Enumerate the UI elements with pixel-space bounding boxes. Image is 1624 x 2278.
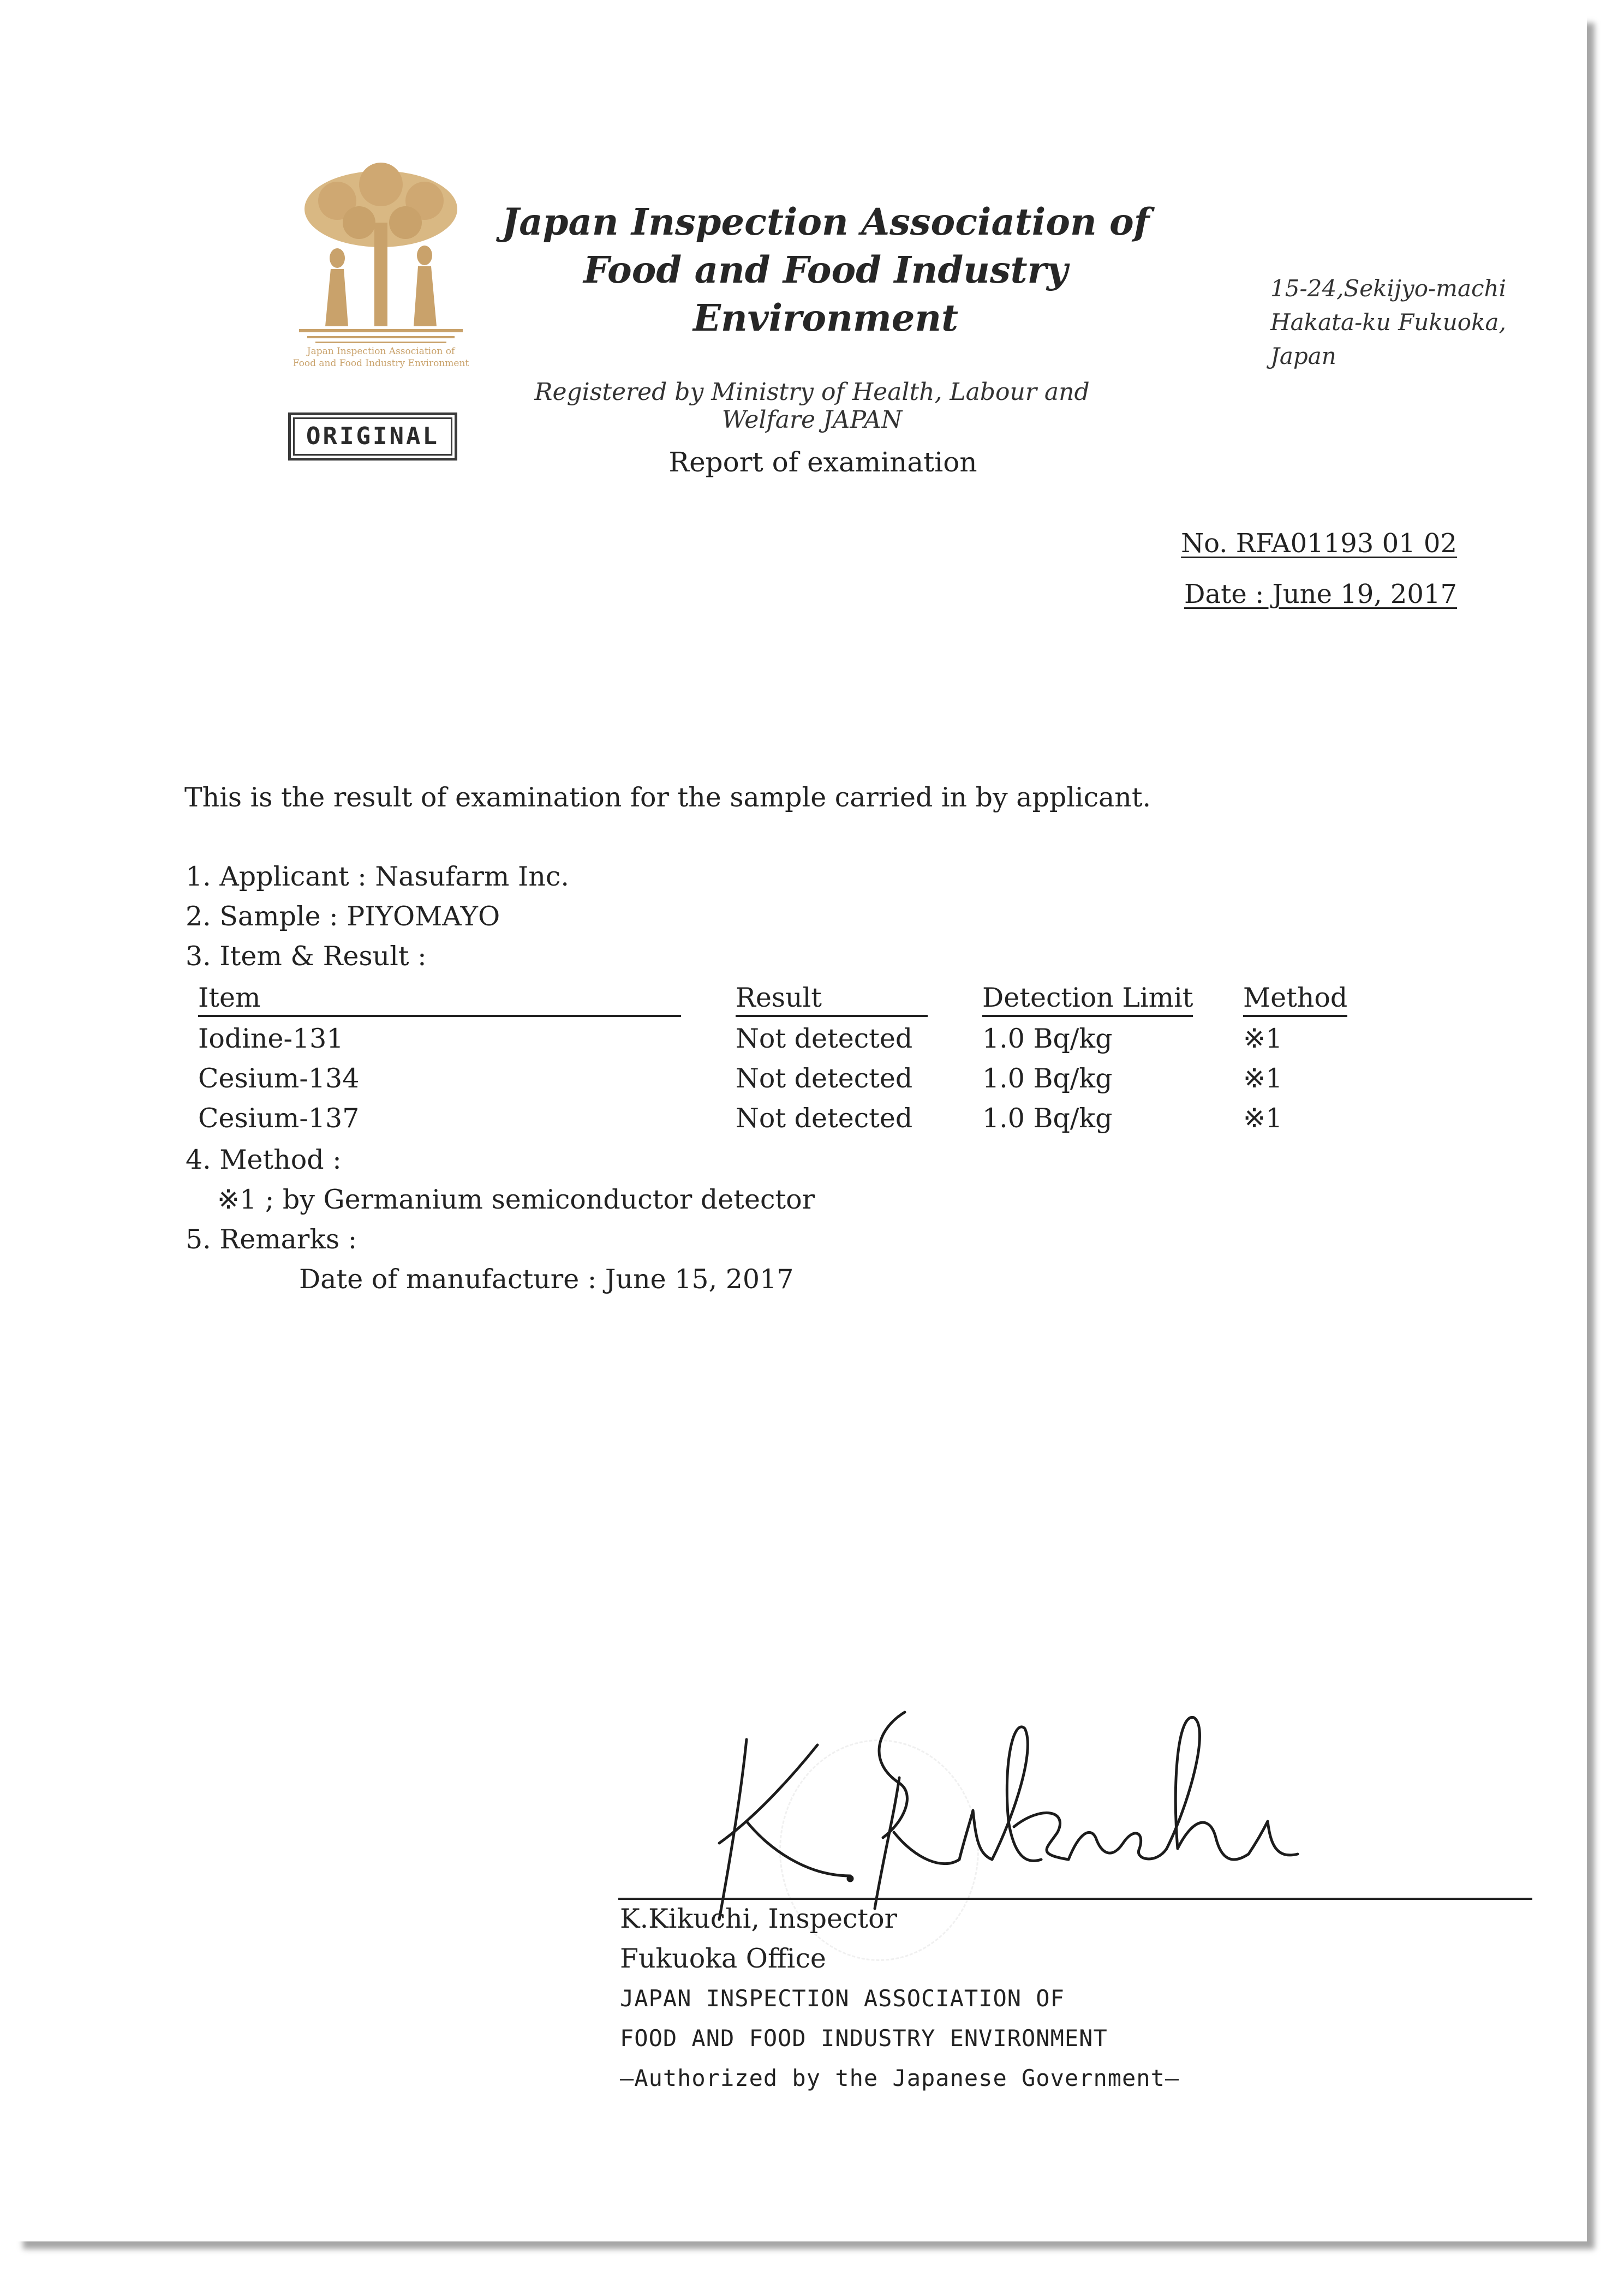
row-limit: 1.0 Bq/kg xyxy=(982,1023,1113,1054)
row-method: ※1 xyxy=(1243,1063,1283,1094)
registration-note: Registered by Ministry of Health, Labour and Welfare JAPAN xyxy=(534,378,1090,434)
organization-name-line2: Food and Food Industry Environment xyxy=(583,248,1068,339)
signatory-org-line3: —Authorized by the Japanese Government— xyxy=(620,2065,1180,2091)
remarks-text: Date of manufacture : June 15, 2017 xyxy=(299,1264,794,1295)
table-header-method: Method xyxy=(1243,982,1347,1017)
row-item: Cesium-134 xyxy=(198,1063,360,1094)
document-page xyxy=(15,15,1587,2241)
signatory-name: K.Kikuchi, Inspector xyxy=(620,1903,898,1934)
row-method: ※1 xyxy=(1243,1103,1283,1134)
row-method: ※1 xyxy=(1243,1023,1283,1054)
signature-line xyxy=(618,1898,1532,1900)
report-number: No. RFA01193 01 02 xyxy=(1181,528,1457,559)
address-line2: Hakata-ku Fukuoka, xyxy=(1270,309,1506,336)
method-heading: 4. Method : xyxy=(186,1144,342,1175)
table-header-result: Result xyxy=(736,982,928,1017)
remarks-heading: 5. Remarks : xyxy=(186,1224,357,1255)
handwritten-signature xyxy=(686,1696,1341,1925)
report-date: Date : June 19, 2017 xyxy=(1184,579,1457,609)
row-limit: 1.0 Bq/kg xyxy=(982,1103,1113,1134)
row-result: Not detected xyxy=(736,1023,913,1054)
signatory-org-line1: JAPAN INSPECTION ASSOCIATION OF xyxy=(620,1985,1065,2012)
row-limit: 1.0 Bq/kg xyxy=(982,1063,1113,1094)
signatory-org-line2: FOOD AND FOOD INDUSTRY ENVIRONMENT xyxy=(620,2025,1108,2052)
row-result: Not detected xyxy=(736,1103,913,1134)
table-header-limit: Detection Limit xyxy=(982,982,1193,1017)
intro-text: This is the result of examination for the sample carried in by applicant. xyxy=(184,782,1151,813)
applicant-line: 1. Applicant : Nasufarm Inc. xyxy=(186,861,569,892)
row-item: Cesium-137 xyxy=(198,1103,360,1134)
organization-address xyxy=(1270,272,1521,373)
row-item: Iodine-131 xyxy=(198,1023,344,1054)
row-result: Not detected xyxy=(736,1063,913,1094)
logo-caption-line2: Food and Food Industry Environment xyxy=(292,358,469,369)
method-note: ※1 ; by Germanium semiconductor detector xyxy=(217,1184,815,1215)
address-line3: Japan xyxy=(1270,343,1336,369)
organization-name-line1: Japan Inspection Association of xyxy=(501,200,1150,243)
table-header-item: Item xyxy=(198,982,681,1017)
item-result-heading: 3. Item & Result : xyxy=(186,941,427,972)
original-stamp: ORIGINAL xyxy=(288,412,457,461)
logo-caption xyxy=(239,345,523,369)
report-title: Report of examination xyxy=(668,446,977,478)
logo-caption-line1: Japan Inspection Association of xyxy=(307,346,455,357)
organization-name xyxy=(463,198,1189,342)
signatory-office: Fukuoka Office xyxy=(620,1943,826,1974)
sample-line: 2. Sample : PIYOMAYO xyxy=(186,901,500,932)
address-line1: 15-24,Sekijyo-machi xyxy=(1270,275,1507,302)
